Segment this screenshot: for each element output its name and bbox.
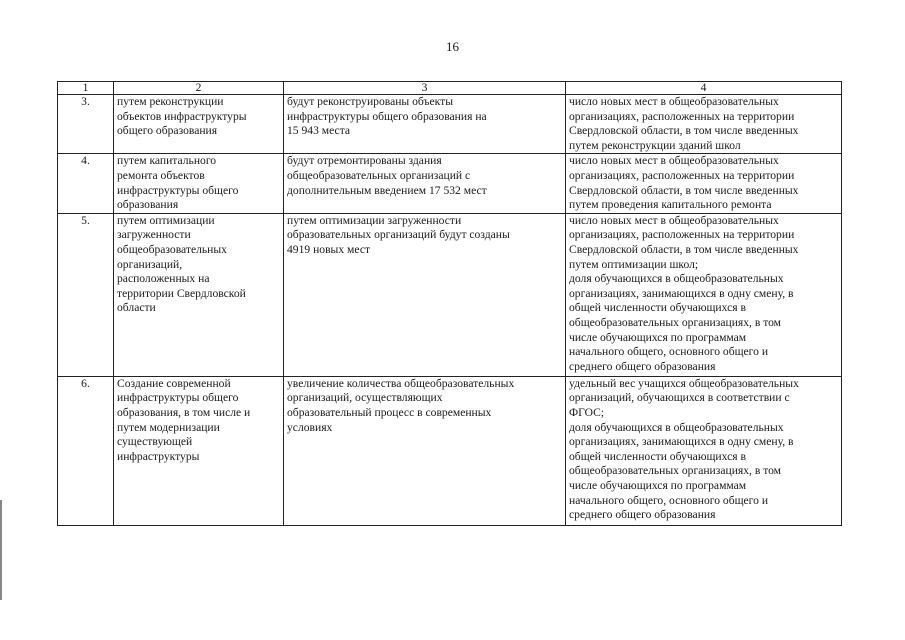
scan-edge-mark	[0, 500, 2, 600]
result-text: путем оптимизации загруженности образовательных организаций будут созданы 4919 новых мест	[287, 213, 510, 256]
table-row	[58, 95, 842, 154]
indicator-text: число новых мест в общеобразовательных организациях, расположенных на территории Свердловской области, в том числе введенных путем оптимизации школ; доля обучающихся в общеобразовательных организациях, занимающихся в одну смену, в общей численности обучающихся в общеобразовательных организациях, в том числе обучающихся по программам начального общего, основного общего и среднего общего образования	[569, 213, 799, 373]
column-header-2: 2	[114, 82, 284, 95]
indicator-cell	[566, 95, 842, 154]
row-number-text: 4.	[81, 154, 90, 168]
result-text: увеличение количества общеобразовательных организаций, осуществляющих образовательный процесс в современных условиях	[287, 376, 515, 434]
table-row	[58, 376, 842, 525]
direction-cell	[114, 376, 284, 525]
indicator-cell	[566, 213, 842, 376]
direction-text: путем оптимизации загруженности общеобразовательных организаций, расположенных на территории Свердловской области	[117, 213, 246, 315]
result-cell	[284, 154, 566, 213]
page-number: 16	[446, 39, 459, 54]
table-header-row	[58, 82, 842, 95]
result-cell	[284, 95, 566, 154]
row-number	[58, 154, 114, 213]
row-number-text: 5.	[81, 213, 90, 227]
row-number-text: 3.	[81, 95, 90, 108]
result-text: будут отремонтированы здания общеобразовательных организаций с дополнительным введением 17 532 мест	[287, 154, 487, 197]
direction-text: Создание современной инфраструктуры общего образования, в том числе и путем модернизации существующей инфраструктуры	[117, 376, 251, 463]
row-number	[58, 376, 114, 525]
row-number	[58, 95, 114, 154]
column-header-4: 4	[566, 82, 842, 95]
direction-cell	[114, 213, 284, 376]
result-text: будут реконструированы объекты инфраструктуры общего образования на 15 943 места	[287, 95, 487, 138]
table-row	[58, 154, 842, 213]
direction-cell	[114, 95, 284, 154]
column-header-3: 3	[284, 82, 566, 95]
result-cell	[284, 376, 566, 525]
indicator-text: удельный вес учащихся общеобразовательных организаций, обучающихся в соответствии с ФГОС; доля обучающихся в общеобразовательных организациях, занимающихся в одну смену, в общей численности обучающихся в общеобразовательных организациях, в том числе обучающихся по программам начального общего, основного общего и среднего общего образования	[569, 376, 799, 522]
direction-cell	[114, 154, 284, 213]
direction-text: путем капитального ремонта объектов инфраструктуры общего образования	[117, 154, 239, 212]
document-table	[57, 81, 842, 526]
result-cell	[284, 213, 566, 376]
table-row	[58, 213, 842, 376]
indicator-text: число новых мест в общеобразовательных организациях, расположенных на территории Свердловской области, в том числе введенных путем проведения капитального ремонта	[569, 154, 799, 212]
column-header-1: 1	[58, 82, 114, 95]
indicator-cell	[566, 154, 842, 213]
indicator-cell	[566, 376, 842, 525]
indicator-text: число новых мест в общеобразовательных организациях, расположенных на территории Свердловской области, в том числе введенных путем реконструкции зданий школ	[569, 95, 799, 152]
row-number-text: 6.	[81, 376, 90, 390]
row-number	[58, 213, 114, 376]
direction-text: путем реконструкции объектов инфраструктуры общего образования	[117, 95, 247, 138]
